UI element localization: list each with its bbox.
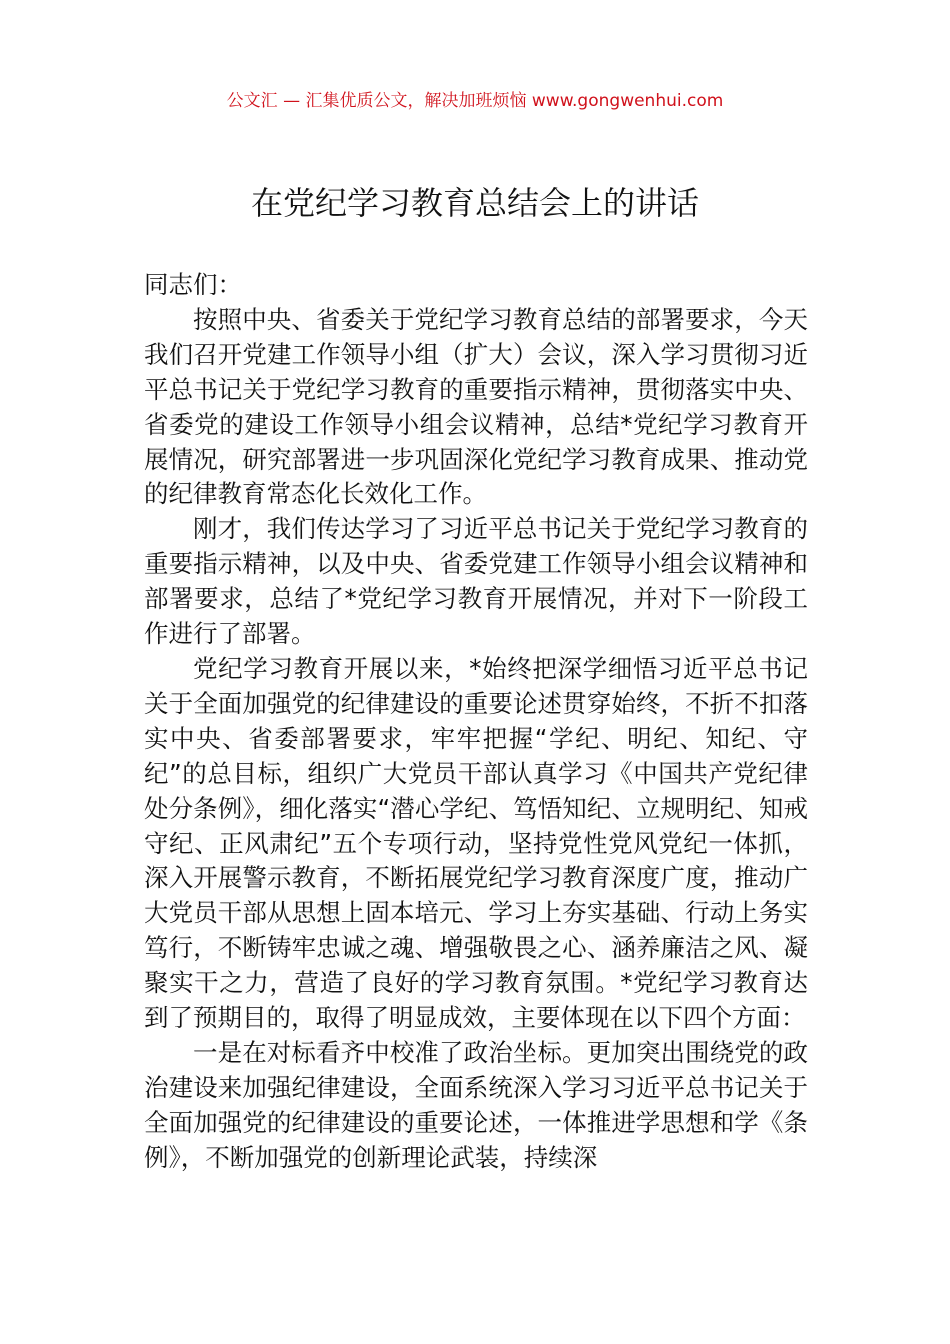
header-banner: 公文汇 — 汇集优质公文，解决加班烦恼 www.gongwenhui.com — [226, 91, 724, 111]
paragraph: 党纪学习教育开展以来，*始终把深学细悟习近平总书记关于全面加强党的纪律建设的重要论述贯穿始终，不折不扣落实中央、省委部署要求，牢牢把握“学纪、明纪、知纪、守纪”的总目标，组织广大党员干部认真学习《中国共产党纪律处分条例》，细化落实“潜心学纪、笃悟知纪、立规明纪、知戒守纪、正风肃纪”五个专项行动，坚持党性党风党纪一体抓，深入开展警示教育，不断拓展党纪学习教育深度广度，推动广大党员干部从思想上固本培元、学习上夯实基础、行动上务实笃行，不断铸牢忠诚之魂、增强敬畏之心、涵养廉洁之风、凝聚实干之力，营造了良好的学习教育氛围。*党纪学习教育达到了预期目的，取得了明显成效，主要体现在以下四个方面： — [144, 653, 808, 1033]
paragraph: 一是在对标看齐中校准了政治坐标。更加突出围绕党的政治建设来加强纪律建设，全面系统深入学习习近平总书记关于全面加强党的纪律建设的重要论述，一体推进学思想和学《条例》，不断加强党的创新理论武装，持续深 — [144, 1037, 808, 1172]
paragraph: 刚才，我们传达学习了习近平总书记关于党纪学习教育的重要指示精神，以及中央、省委党建工作领导小组会议精神和部署要求，总结了*党纪学习教育开展情况，并对下一阶段工作进行了部署。 — [144, 514, 808, 649]
page-title: 在党纪学习教育总结会上的讲话 — [250, 184, 699, 222]
document-body — [144, 268, 808, 1176]
salutation: 同志们： — [144, 270, 242, 299]
paragraph: 按照中央、省委关于党纪学习教育总结的部署要求，今天我们召开党建工作领导小组（扩大）会议，深入学习贯彻习近平总书记关于党纪学习教育的重要指示精神，贯彻落实中央、省委党的建设工作领导小组会议精神，总结*党纪学习教育开展情况，研究部署进一步巩固深化党纪学习教育成果、推动党的纪律教育常态化长效化工作。 — [144, 304, 808, 509]
